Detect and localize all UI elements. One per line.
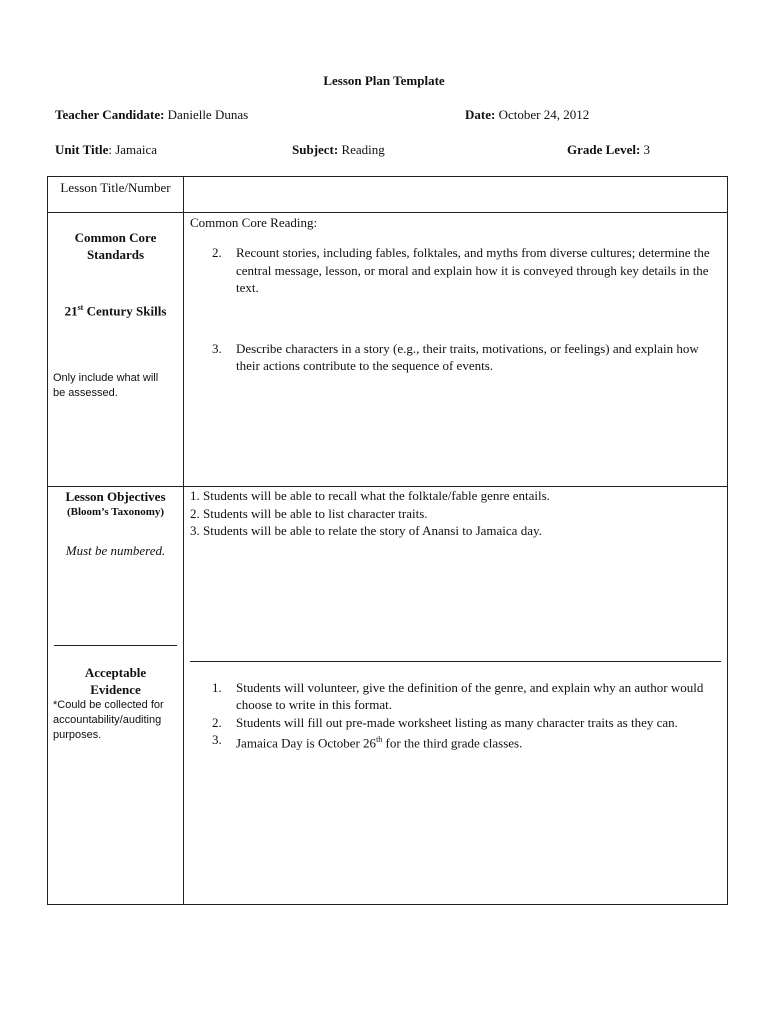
- lesson-title-label: Lesson Title/Number: [60, 180, 171, 195]
- list-item: 1. Students will be able to recall what the folktale/fable genre entails.: [190, 488, 550, 503]
- teacher-candidate: [55, 107, 248, 123]
- standards-content: [184, 213, 728, 487]
- teacher-label: Teacher Candidate:: [55, 107, 165, 122]
- unit-label: Unit Title: [55, 142, 109, 157]
- table-row-lesson-title: [48, 177, 728, 213]
- grade-value: 3: [643, 142, 651, 157]
- subject-label: Subject:: [292, 142, 339, 157]
- list-item: 1. Students will volunteer, give the definition of the genre, and explain why an author would choose to write in this format.: [212, 679, 704, 712]
- lesson-title-value: [184, 177, 728, 213]
- list-item: 2. Students will be able to list character traits.: [190, 505, 428, 521]
- date-value: October 24, 2012: [498, 107, 590, 122]
- skills-label: 21st Century Skills: [64, 303, 167, 319]
- table-row-objectives-evidence: [48, 487, 728, 905]
- objectives-evidence-content: [184, 487, 728, 905]
- standards-note: Only include what will be assessed.: [53, 372, 159, 400]
- list-item: 3. Describe characters in a story (e.g., their traits, motivations, or feelings) and explain how their actions contribute to the sequence of events.: [212, 340, 699, 373]
- evidence-note: *Could be collected for accountability/auditing purposes.: [53, 699, 164, 741]
- standards-heading: Common Core Reading:: [190, 215, 318, 230]
- lesson-title-cell: [48, 177, 184, 213]
- list-item: 2. Students will fill out pre-made worksheet listing as many character traits as they can.: [212, 714, 678, 730]
- grade-level: [567, 142, 650, 158]
- unit-title: [55, 142, 157, 158]
- table-row-standards: [48, 213, 728, 487]
- unit-value: : Jamaica: [108, 142, 158, 157]
- document-title: Lesson Plan Template: [323, 73, 445, 88]
- list-item: 2. Recount stories, including fables, folktales, and myths from diverse cultures; determine the central message, lesson, or moral and explain how it is conveyed through key details in the text.: [212, 245, 710, 295]
- standards-label-cell: [48, 213, 184, 487]
- list-item: 3. Jamaica Day is October 26th for the third grade classes.: [212, 732, 523, 751]
- standards-label: Common Core Standards: [74, 230, 157, 262]
- objectives-evidence-label-cell: [48, 487, 184, 905]
- teacher-value: Danielle Dunas: [167, 107, 249, 122]
- lesson-plan-table: [47, 176, 728, 905]
- date: [465, 107, 589, 123]
- evidence-label: Acceptable Evidence: [84, 665, 147, 697]
- objectives-note: Must be numbered.: [65, 543, 166, 558]
- subject: [292, 142, 385, 158]
- blooms-taxonomy-label: (Bloom’s Taxonomy): [66, 506, 165, 518]
- divider: [54, 645, 177, 646]
- subject-value: Reading: [341, 142, 385, 157]
- date-label: Date:: [465, 107, 496, 122]
- divider: [190, 661, 721, 662]
- grade-label: Grade Level:: [567, 142, 641, 157]
- objectives-label: Lesson Objectives: [65, 489, 166, 504]
- list-item: 3. Students will be able to relate the story of Anansi to Jamaica day.: [190, 523, 542, 538]
